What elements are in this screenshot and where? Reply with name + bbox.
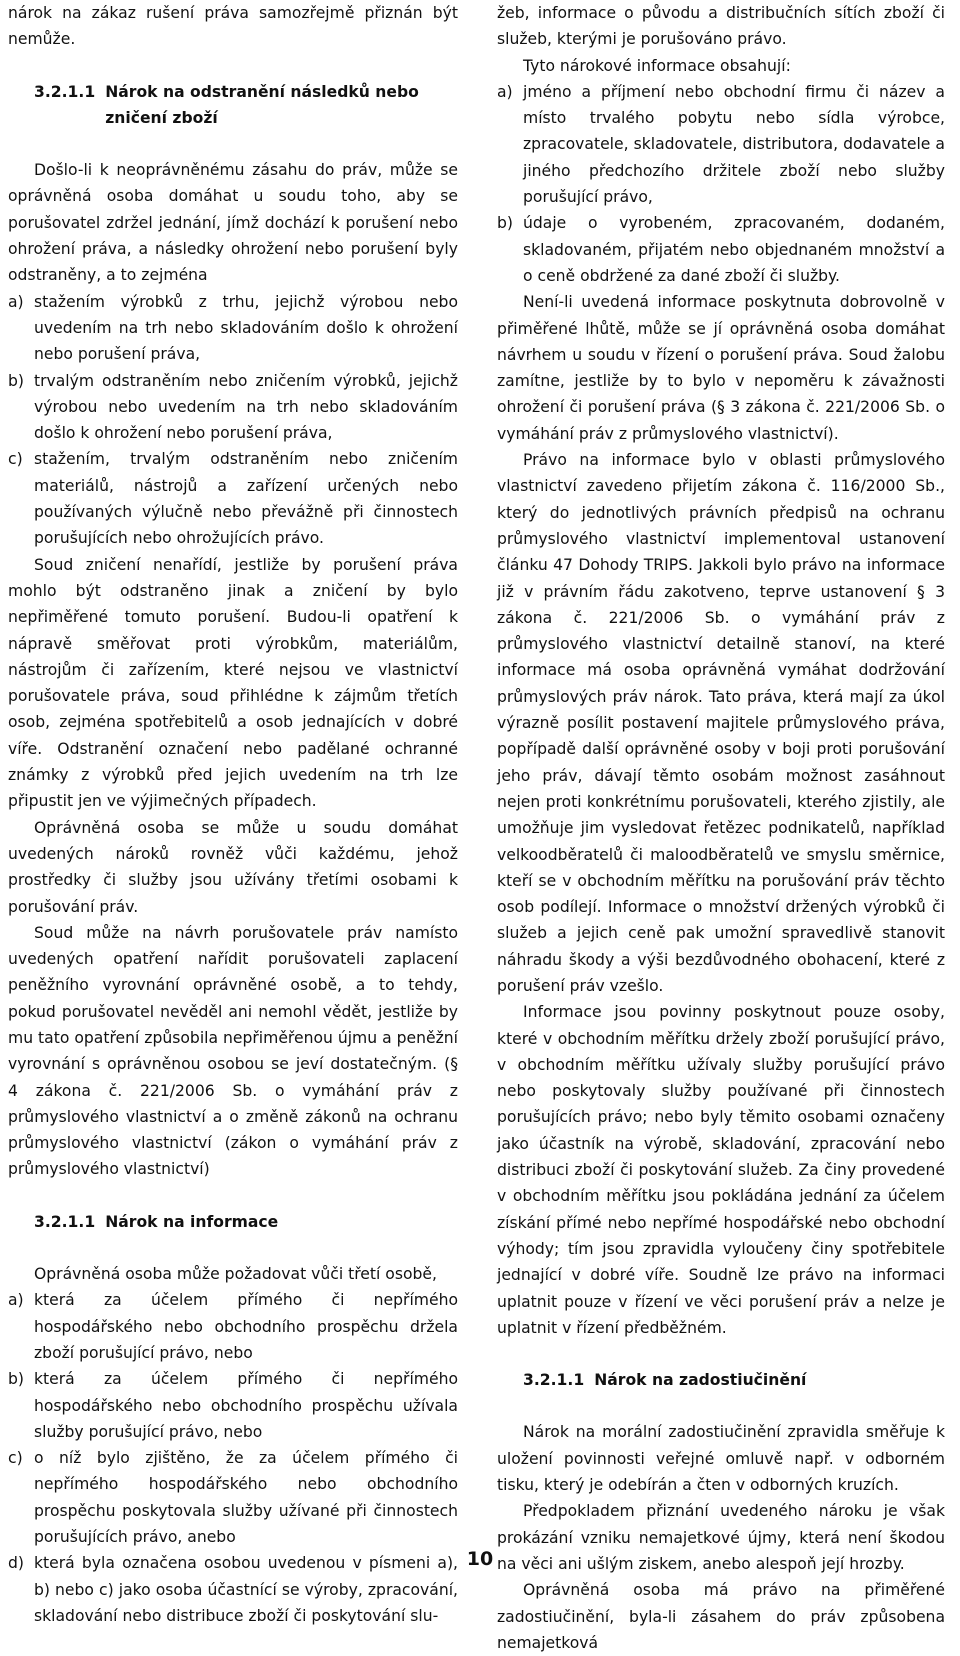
left-column <box>8 0 458 1629</box>
list-marker: c) <box>8 450 23 469</box>
list-text: která byla označena osobou uvedenou v písmeni a), b) nebo c) jako osoba účastnící se výroby, zpracování, skladování nebo distribuce zboží či poskytování slu- <box>34 1554 458 1625</box>
section-title: Nárok na odstranění následků nebo zničení zboží <box>105 82 419 127</box>
paragraph: Soud může na návrh porušovatele práv namísto uvedených opatření nařídit porušovateli zaplacení peněžního vyrovnání oprávněné osobě, a to tehdy, pokud porušovatel nevěděl ani nemohl vědět, jestliže by mu tato opatření způsobila nepřiměřenou újmu a peněžní vyrovnání s oprávněnou osobou se jeví dostatečným. (§ 4 zákona č. 221/2006 Sb. o vymáhání práv z průmyslového vlastnictví a o změně zákonů na ochranu průmyslového vlastnictví (zákon o vymáhání práv z průmyslového vlastnictví) <box>8 923 458 1179</box>
list-item <box>497 79 945 210</box>
list-text: o níž bylo zjištěno, že za účelem přímého či nepřímého hospodářského nebo obchodního prospěchu poskytovala služby užívané při činnostech porušujících právo, anebo <box>34 1449 458 1547</box>
paragraph: Oprávněná osoba může požadovat vůči třetí osobě, <box>34 1265 437 1284</box>
list-text: jméno a příjmení nebo obchodní firmu či název a místo trvalého pobytu nebo sídla výrobce, zpracovatele, skladovatele, distributora, dodavatele a jiného předchozího držitele zboží nebo služby porušující právo, <box>523 82 945 207</box>
list-item <box>8 446 458 551</box>
paragraph: Oprávněná osoba má právo na přiměřené zadostiučinění, byla-li zásahem do práv způsobena nemajetková <box>497 1581 945 1652</box>
paragraph: Soud zničení nenařídí, jestliže by porušení práva mohlo být odstraněno jinak a zničení by bylo nepřiměřené tomuto porušení. Budou-li opatření k nápravě směřovat proti výrobkům, materiálům, nástrojům či zařízením, které nejsou ve vlastnictví porušovatele práva, soud přihlédne k zájmům třetích osob, zejména spotřebitelů a osob jednajících v dobré víře. Odstranění označení nebo padělané ochranné známky z výrobků před jejich uvedením na trh lze připustit jen ve výjimečných případech. <box>8 555 458 811</box>
right-column <box>497 0 945 1656</box>
paragraph: Není-li uvedená informace poskytnuta dobrovolně v přiměřené lhůtě, může se jí oprávněná osoba domáhat návrhem u soudu v řízení o porušení práva. Soud žalobu zamítne, jestliže by to bylo v nepoměru k závažnosti ohrožení či porušení práva (§ 3 zákona č. 221/2006 Sb. o vymáhání práv z průmyslového vlastnictví). <box>497 293 945 443</box>
paragraph: Právo na informace bylo v oblasti průmyslového vlastnictví zavedeno přijetím zákona č. 116/2000 Sb., který do jednotlivých právních předpisů na ochranu průmyslového vlastnictví implementoval ustanovení článku 47 Dohody TRIPS. Jakkoli bylo právo na informace již v právním řádu zakotveno, teprve ustanovení § 3 zákona č. 221/2006 Sb. o vymáhání práv z průmyslového vlastnictví detailně stanoví, na které informace má osoba oprávněná vymáhat dodržování průmyslových práv nárok. Tato práva, která mají za úkol výrazně posílit postavení majitele průmyslového práva, popřípadě další oprávněné osoby v boji proti porušování jeho práv, dávají těmto osobám možnost zasáhnout nejen proti konkrétnímu porušovateli, kterého zjistily, ale umožňuje jim vysledovat řetězec podnikatelů, například velkoodběratelů či maloodběratelů ve smyslu směrnice, kteří se v obchodním měřítku na porušování práv těchto osob podílejí. Informace o množství držených výrobků či služeb a jejich ceně pak umožní spravedlivě stanovit náhradu škody a výši bezdůvodného obohacení, které z porušení práv vzešlo. <box>497 451 945 995</box>
section-number: 3.2.1.1 <box>34 1212 96 1231</box>
intro-paragraph: nárok na zákaz rušení práva samozřejmě přiznán být nemůže. <box>8 4 458 49</box>
page-number: 10 <box>466 1548 494 1570</box>
list-marker: c) <box>8 1449 23 1468</box>
list-marker: b) <box>8 1370 24 1389</box>
list-text: stažením výrobků z trhu, jejichž výrobou nebo uvedením na trh nebo skladováním došlo k ohrožení nebo porušení práva, <box>34 292 458 364</box>
list-item <box>8 1287 458 1366</box>
paragraph: Předpokladem přiznání uvedeného nároku je však prokázání vzniku nemajetkové újmy, která není škodou na věci ani ušlým ziskem, anebo alespoň její hrozby. <box>497 1502 945 1573</box>
list-item <box>497 210 945 289</box>
list-text: která za účelem přímého či nepřímého hospodářského nebo obchodního prospěchu užívala služby porušující právo, nebo <box>34 1370 458 1441</box>
list-marker: a) <box>8 1291 24 1310</box>
section-heading-zadostiucineni <box>497 1367 945 1393</box>
section-title: Nárok na informace <box>105 1212 279 1231</box>
list-marker: b) <box>8 371 24 390</box>
paragraph: Nárok na morální zadostiučinění zpravidla směřuje k uložení povinnosti veřejné omluvě např. v odborném tisku, který je odebírán a čten v odborných kruzích. <box>497 1423 945 1495</box>
section-heading-informace <box>8 1209 458 1235</box>
list-marker: a) <box>497 82 513 101</box>
list-marker: b) <box>497 214 513 233</box>
list-item <box>8 289 458 368</box>
paragraph: Tyto nárokové informace obsahují: <box>523 56 791 75</box>
list-item <box>8 1445 458 1550</box>
section-title: Nárok na zadostiučinění <box>594 1371 807 1390</box>
list-marker: a) <box>8 292 24 311</box>
list-item <box>8 1366 458 1445</box>
list-text: která za účelem přímého či nepřímého hospodářského nebo obchodního prospěchu držela zboží porušující právo, nebo <box>34 1291 458 1362</box>
section-number: 3.2.1.1 <box>523 1371 585 1390</box>
section-number: 3.2.1.1 <box>34 82 96 101</box>
paragraph: Oprávněná osoba se může u soudu domáhat uvedených nároků rovněž vůči každému, jehož prostředky či služby jsou užívány třetími osobami k porušování práv. <box>8 818 458 916</box>
list-text: trvalým odstraněním nebo zničením výrobků, jejichž výrobou nebo uvedením na trh nebo skladováním došlo k ohrožení nebo porušení práva, <box>34 371 458 443</box>
continued-paragraph: žeb, informace o původu a distribučních sítích zboží či služeb, kterými je porušováno právo. <box>497 4 945 49</box>
section-heading-odstraneni <box>8 79 458 132</box>
paragraph: Informace jsou povinny poskytnout pouze osoby, které v obchodním měřítku držely zboží porušující právo, v obchodním měřítku užívaly služby porušující právo nebo poskytovaly služby používané při činnostech porušujících právo; nebo byly těmito osobami označeny jako účastník na výrobě, skladování, zpracování nebo distribuci zboží či poskytování služeb. Za činy provedené v obchodním měřítku jsou pokládána jednání za účelem získání přímé nebo nepřímé hospodářské nebo obchodní výhody; tím jsou zpravidla vyloučeny činy spotřebitele jednající v dobré víře. Soudně lze právo na informaci uplatnit pouze v řízení ve věci porušení práv a nelze je uplatnit v řízení předběžném. <box>497 1003 945 1337</box>
list-marker: d) <box>8 1554 24 1573</box>
list-text: údaje o vyrobeném, zpracovaném, dodaném, skladovaném, přijatém nebo objednaném množství a o ceně obdržené za dané zboží či služby. <box>523 214 945 285</box>
list-text: stažením, trvalým odstraněním nebo zničením materiálů, nástrojů a zařízení určených nebo používaných výlučně nebo převážně při činnostech porušujících nebo ohrožujících právo. <box>34 450 458 548</box>
paragraph: Došlo-li k neoprávněnému zásahu do práv, může se oprávněná osoba domáhat u soudu toho, aby se porušovatel zdržel jednání, jímž dochází k porušení nebo ohrožení práva, a následky ohrožení nebo porušení byly odstraněny, a to zejména <box>8 161 458 285</box>
list-item <box>8 368 458 447</box>
